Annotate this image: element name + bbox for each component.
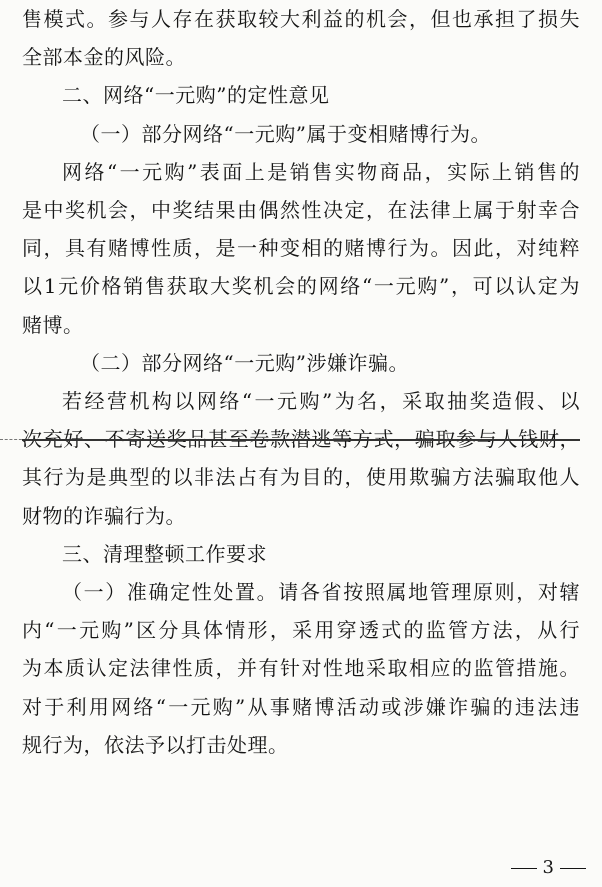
section-heading-3: 三、清理整顿工作要求 <box>62 541 267 566</box>
section-heading-2: 二、网络“一元购”的定性意见 <box>62 83 330 108</box>
subheading-2-2: （二）部分网络“一元购”涉嫌诈骗。 <box>80 350 409 375</box>
body-line-17: 内“一元购”区分具体情形，采用穿透式的监管方法，从行 <box>22 618 580 643</box>
footer-dash-right <box>560 868 586 869</box>
body-line-13: 其行为是典型的以非法占有为目的，使用欺骗方法骗取他人 <box>22 465 580 490</box>
body-line-9: 赌博。 <box>22 312 84 337</box>
body-line-2: 全部本金的风险。 <box>22 45 186 70</box>
body-line-5: 网络“一元购”表面上是销售实物商品，实际上销售的 <box>62 159 580 184</box>
body-line-6: 是中奖机会，中奖结果由偶然性决定，在法律上属于射幸合 <box>22 198 580 222</box>
body-line-18: 为本质认定法律性质，并有针对性地采取相应的监管措施。 <box>22 656 580 681</box>
body-line-14: 财物的诈骗行为。 <box>22 503 186 528</box>
footer-dash-left <box>511 868 537 869</box>
subheading-2-1: （一）部分网络“一元购”属于变相赌博行为。 <box>80 121 491 146</box>
body-line-19: 对于利用网络“一元购”从事赌博活动或涉嫌诈骗的违法违 <box>22 694 580 719</box>
body-line-1: 售模式。参与人存在获取较大利益的机会，但也承担了损失 <box>22 7 580 31</box>
body-line-12: 次充好、不寄送奖品甚至卷款潜逃等方式，骗取参与人钱财， <box>22 427 580 452</box>
body-line-11: 若经营机构以网络“一元购”为名，采取抽奖造假、以 <box>62 389 580 413</box>
page-footer <box>511 857 586 879</box>
body-line-16: （一）准确定性处置。请各省按照属地管理原则，对辖 <box>62 580 580 604</box>
body-line-7: 同，具有赌博性质，是一种变相的赌博行为。因此，对纯粹 <box>22 236 580 261</box>
page-number: 3 <box>542 857 554 878</box>
body-line-8: 以1元价格销售获取大奖机会的网络“一元购”，可以认定为 <box>22 274 580 299</box>
body-line-20: 规行为，依法予以打击处理。 <box>22 732 289 757</box>
